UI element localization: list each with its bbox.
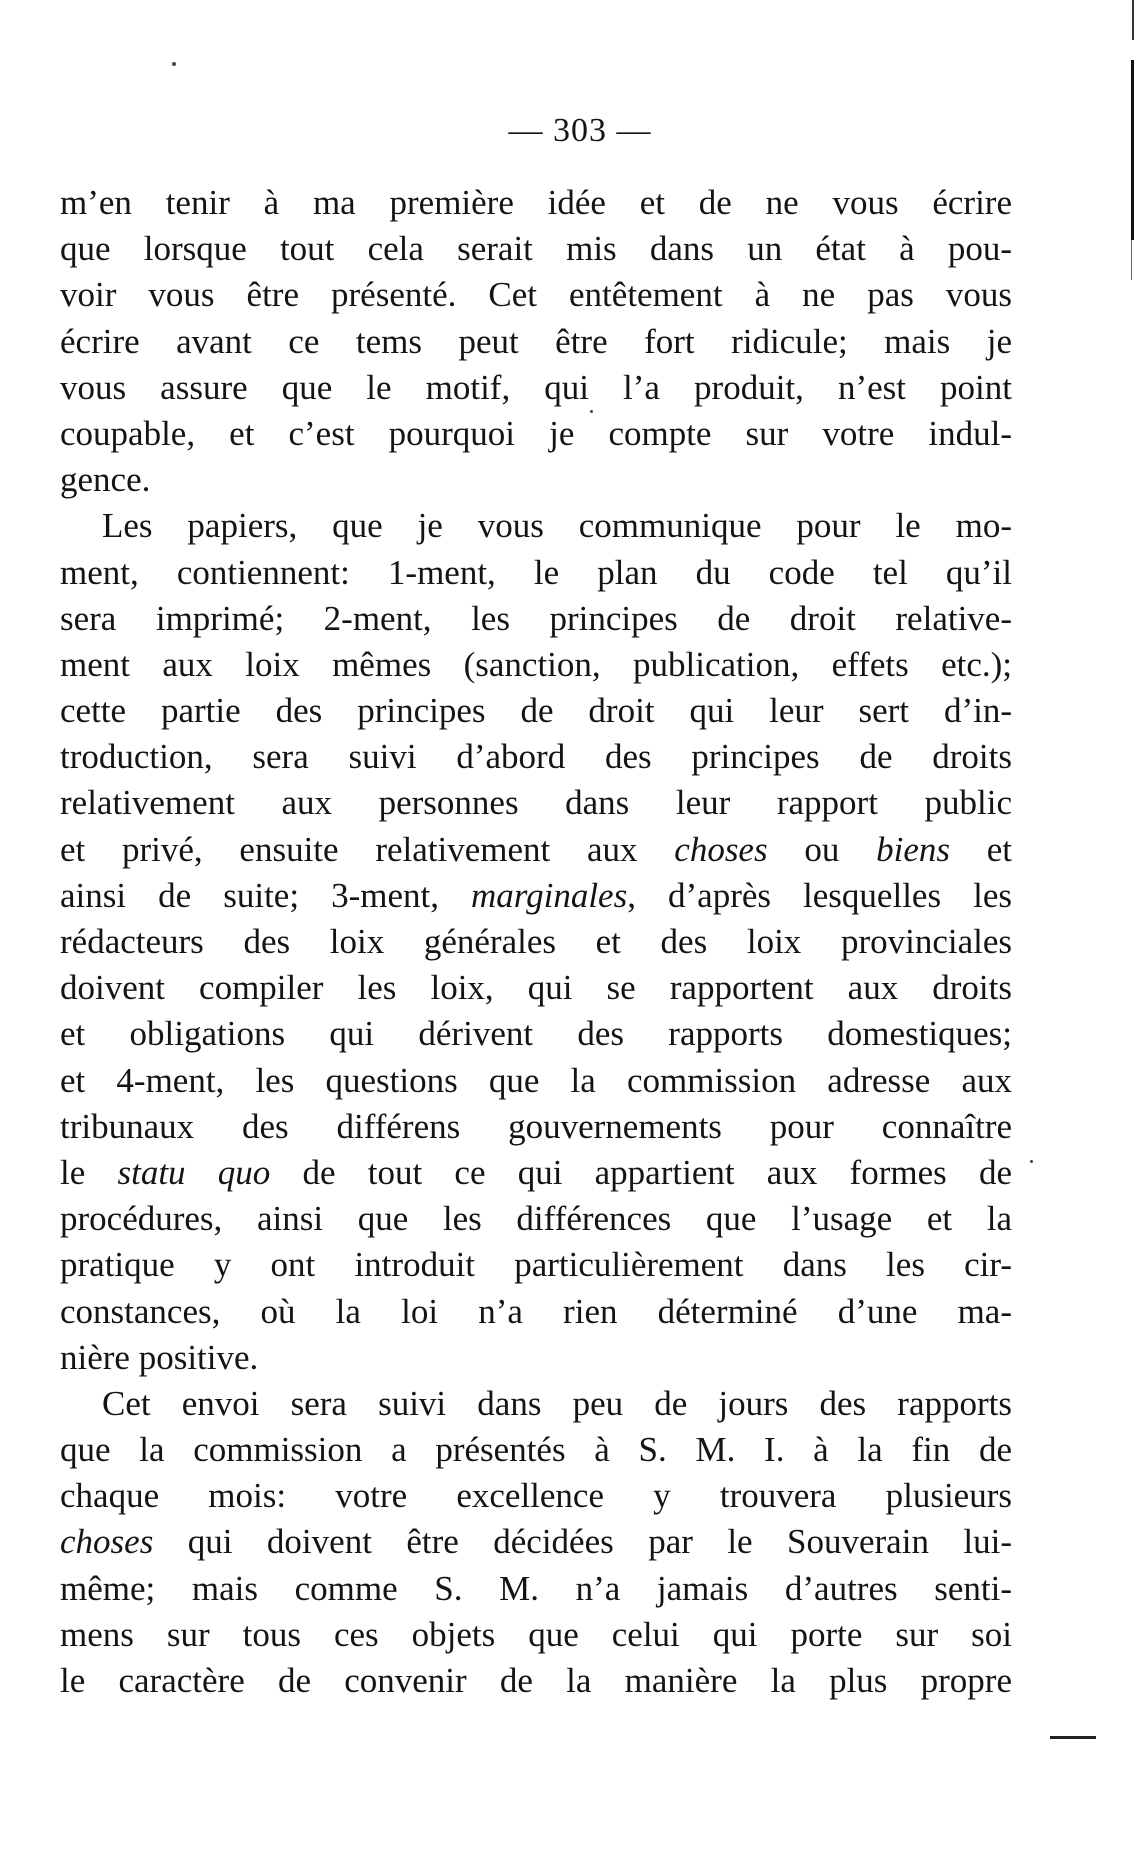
print-speck [172, 62, 176, 66]
text-line: troduction, sera suivi d’abord des principes de droits [60, 737, 1012, 777]
text-line: doivent compiler les loix, qui se rapportent aux droits [60, 968, 1012, 1008]
text-line: mens sur tous ces objets que celui qui porte sur soi [60, 1614, 1012, 1654]
margin-rule [1131, 240, 1132, 280]
text-line: que lorsque tout cela serait mis dans un état à pou- [60, 229, 1012, 269]
text-line: et 4-ment, les questions que la commission adresse aux [60, 1060, 1012, 1100]
margin-rule [1050, 1736, 1096, 1739]
text-line: constances, où la loi n’a rien déterminé d’une ma- [60, 1291, 1012, 1331]
text-line: ainsi de suite; 3-ment, marginales, d’après lesquelles les [60, 875, 1012, 915]
text-line: Cet envoi sera suivi dans peu de jours des rapports [102, 1383, 1012, 1423]
text-line: vous assure que le motif, qui l’a produit, n’est point [60, 367, 1012, 407]
text-line: et privé, ensuite relativement aux choses ou biens et [60, 829, 1012, 869]
italic-term: statu quo [117, 1152, 271, 1192]
text-line: tribunaux des différens gouvernements pour connaître [60, 1106, 1012, 1146]
text-line: écrire avant ce tems peut être fort ridicule; mais je [60, 321, 1012, 361]
text-line: gence. [60, 460, 151, 500]
text-line: m’en tenir à ma première idée et de ne vous écrire [60, 183, 1012, 222]
text-line: pratique y ont introduit particulièrement dans les cir- [60, 1245, 1012, 1285]
italic-term: choses [60, 1522, 154, 1562]
text-line: ment aux loix mêmes (sanction, publication, effets etc.); [60, 644, 1012, 684]
text-line: sera imprimé; 2-ment, les principes de droit relative- [60, 598, 1012, 638]
text-line: le caractère de convenir de la manière la plus propre [60, 1661, 1012, 1700]
text-line: procédures, ainsi que les différences que l’usage et la [60, 1199, 1012, 1239]
text-line: ment, contiennent: 1-ment, le plan du code tel qu’il [60, 552, 1012, 592]
text-line: voir vous être présenté. Cet entêtement à ne pas vous [60, 275, 1012, 315]
body-text [60, 180, 1012, 1704]
text-line: rédacteurs des loix générales et des loix provinciales [60, 922, 1012, 961]
margin-rule [1131, 60, 1134, 240]
italic-term: biens [876, 829, 950, 869]
italic-term: marginales [471, 875, 628, 915]
text-line: le statu quo de tout ce qui appartient aux formes de [60, 1152, 1012, 1192]
text-line: choses qui doivent être décidées par le Souverain lui- [60, 1522, 1012, 1562]
text-line: nière positive. [60, 1337, 259, 1377]
text-line: et obligations qui dérivent des rapports domestiques; [60, 1014, 1012, 1054]
print-speck [1030, 1160, 1033, 1163]
text-line: Les papiers, que je vous communique pour le mo- [102, 506, 1012, 546]
text-line: cette partie des principes de droit qui leur sert d’in- [60, 691, 1012, 731]
text-line: que la commission a présentés à S. M. I. à la fin de [60, 1430, 1012, 1470]
text-line: relativement aux personnes dans leur rapport public [60, 783, 1012, 823]
text-line: même; mais comme S. M. n’a jamais d’autres senti- [60, 1568, 1012, 1608]
margin-rule [1132, 0, 1134, 40]
page-number: — 303 — [508, 112, 652, 149]
italic-term: choses [674, 829, 768, 869]
text-line: coupable, et c’est pourquoi je compte sur votre indul- [60, 413, 1012, 453]
text-line: chaque mois: votre excellence y trouvera plusieurs [60, 1476, 1012, 1516]
